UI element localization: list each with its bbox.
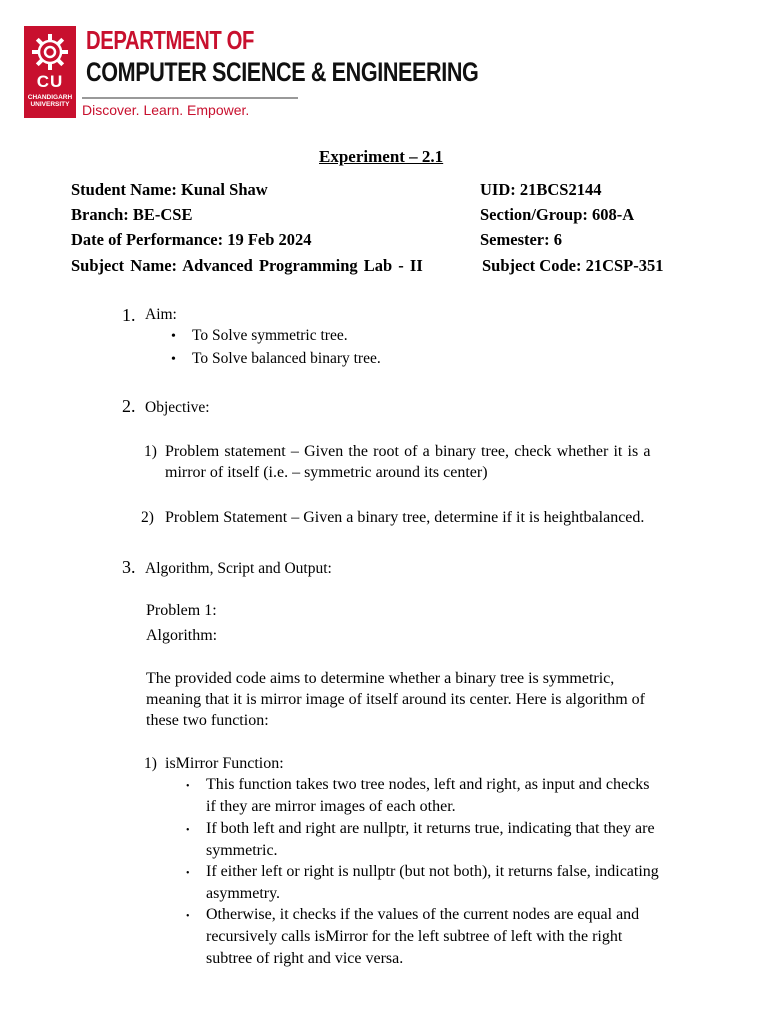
algorithm-heading: Algorithm: bbox=[146, 627, 218, 644]
aim-item: To Solve symmetric tree. bbox=[192, 327, 348, 344]
student-name: Student Name: Kunal Shaw bbox=[71, 180, 268, 199]
department-line-1: DEPARTMENT OF bbox=[86, 25, 255, 55]
section-number: 3. bbox=[122, 557, 136, 577]
objective-item-line: Problem statement – Given the root of a binary tree, check whether it is a bbox=[165, 443, 651, 460]
bullet-icon: • bbox=[186, 781, 190, 792]
section-label: Algorithm, Script and Output: bbox=[145, 560, 332, 577]
section-number: 1. bbox=[122, 305, 136, 325]
objective-item-line: mirror of itself (i.e. – symmetric around its center) bbox=[165, 464, 488, 481]
function-bullet-line: symmetric. bbox=[206, 842, 278, 859]
logo-university: CHANDIGARH UNIVERSITY bbox=[27, 94, 73, 108]
list-number: 1) bbox=[144, 755, 157, 772]
gear-emblem-icon bbox=[30, 32, 70, 72]
intro-line: these two function: bbox=[146, 712, 269, 729]
header-divider bbox=[82, 97, 298, 99]
tagline: Discover. Learn. Empower. bbox=[82, 102, 250, 118]
semester: Semester: 6 bbox=[480, 230, 563, 249]
intro-line: meaning that it is mirror image of itself around its center. Here is algorithm of bbox=[146, 691, 645, 708]
function-bullet-line: asymmetry. bbox=[206, 885, 281, 902]
logo-text: CU bbox=[36, 72, 64, 91]
intro-line: The provided code aims to determine whether a binary tree is symmetric, bbox=[146, 670, 615, 687]
section-label: Objective: bbox=[145, 399, 210, 416]
uid: UID: 21BCS2144 bbox=[480, 180, 602, 199]
section-group: Section/Group: 608-A bbox=[480, 205, 635, 224]
subject-name: Subject Name: Advanced Programming Lab - II bbox=[71, 256, 423, 275]
function-bullet-line: This function takes two tree nodes, left and right, as input and checks bbox=[206, 776, 650, 793]
bullet-icon: • bbox=[171, 329, 176, 344]
bullet-icon: • bbox=[186, 825, 190, 836]
section-label: Aim: bbox=[145, 306, 177, 323]
university-logo bbox=[24, 26, 76, 118]
function-bullet-line: subtree of right and vice versa. bbox=[206, 950, 404, 967]
aim-item: To Solve balanced binary tree. bbox=[192, 350, 381, 367]
bullet-icon: • bbox=[186, 868, 190, 879]
branch: Branch: BE-CSE bbox=[71, 205, 193, 224]
subject-code: Subject Code: 21CSP-351 bbox=[482, 256, 664, 275]
experiment-title: Experiment – 2.1 bbox=[319, 147, 444, 166]
objective-item-line: Problem Statement – Given a binary tree, determine if it is heightbalanced. bbox=[165, 509, 645, 526]
section-number: 2. bbox=[122, 396, 136, 416]
problem-heading: Problem 1: bbox=[146, 602, 217, 619]
function-bullet-line: If either left or right is nullptr (but not both), it returns false, indicating bbox=[206, 863, 659, 880]
bullet-icon: • bbox=[186, 911, 190, 922]
function-bullet-line: Otherwise, it checks if the values of the current nodes are equal and bbox=[206, 906, 640, 923]
function-heading: isMirror Function: bbox=[165, 755, 284, 772]
department-line-2: COMPUTER SCIENCE & ENGINEERING bbox=[86, 57, 479, 87]
function-bullet-line: if they are mirror images of each other. bbox=[206, 798, 456, 815]
function-bullet-line: If both left and right are nullptr, it returns true, indicating that they are bbox=[206, 820, 655, 837]
list-number: 2) bbox=[141, 509, 154, 526]
date-of-performance: Date of Performance: 19 Feb 2024 bbox=[71, 230, 312, 249]
list-number: 1) bbox=[144, 443, 157, 460]
bullet-icon: • bbox=[171, 352, 176, 367]
function-bullet-line: recursively calls isMirror for the left subtree of left with the right bbox=[206, 928, 623, 945]
